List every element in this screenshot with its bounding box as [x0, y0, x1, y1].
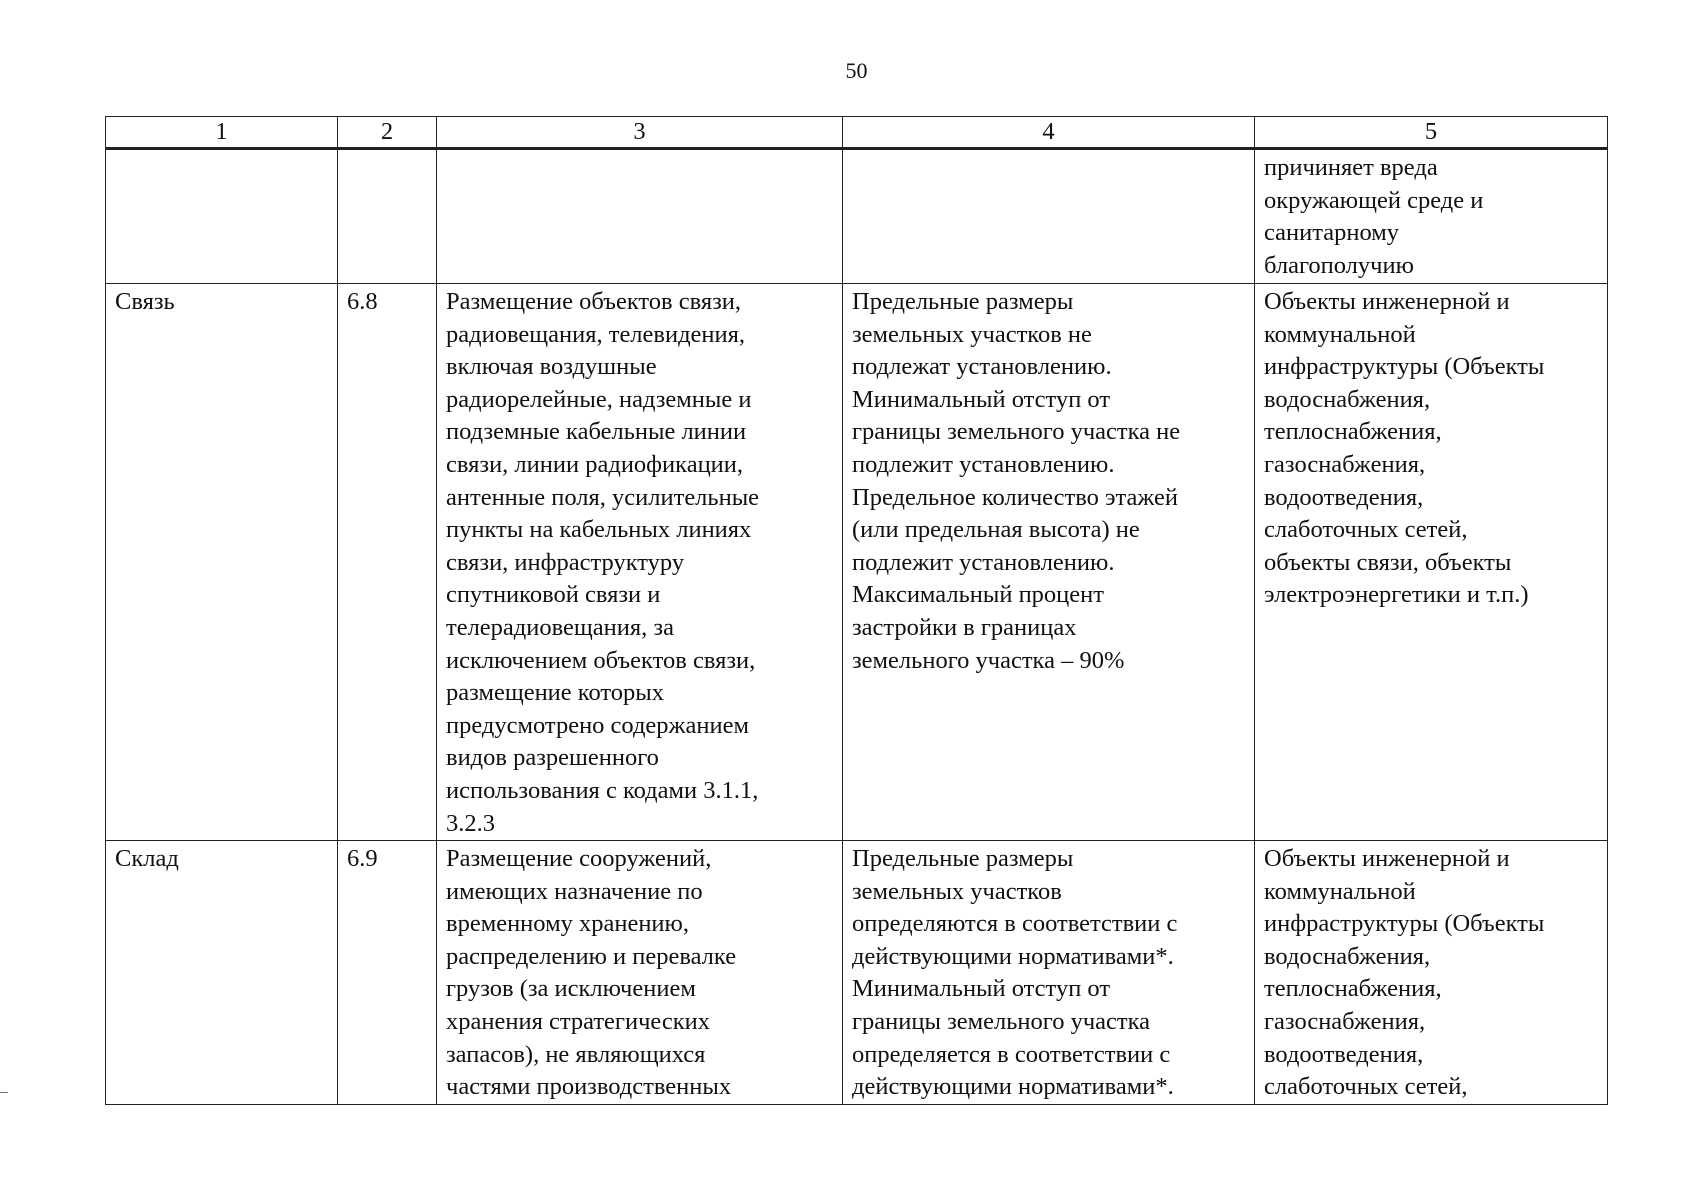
cell-use-code [338, 149, 437, 284]
cell-related-objects: причиняет вреда окружающей среде и санитарному благополучию [1255, 149, 1608, 284]
cell-parameters [843, 149, 1255, 284]
cell-use-code: 6.8 [338, 284, 437, 841]
column-header-4: 4 [843, 117, 1255, 149]
scan-margin-mark [0, 1092, 8, 1093]
zoning-regulations-table [105, 116, 1608, 1105]
cell-parameters: Предельные размеры земельных участков не подлежат установлению. Минимальный отступ от границы земельного участка не подлежит установлению. Предельное количество этажей (или предельная высота) не подлежит установлению. Максимальный процент застройки в границах земельного участка – 90% [843, 284, 1255, 841]
table-row-continuation [106, 149, 1608, 284]
cell-use-description [437, 149, 843, 284]
cell-use-name [106, 149, 338, 284]
cell-related-objects: Объекты инженерной и коммунальной инфраструктуры (Объекты водоснабжения, теплоснабжения, газоснабжения, водоотведения, слаботочных сетей, объекты связи, объекты электроэнергетики и т.п.) [1255, 284, 1608, 841]
table-header-row [106, 117, 1608, 149]
cell-use-name: Связь [106, 284, 338, 841]
cell-parameters: Предельные размеры земельных участков определяются в соответствии с действующими нормативами*. Минимальный отступ от границы земельного участка определяется в соответствии с действующими нормативами*. [843, 841, 1255, 1105]
cell-use-code: 6.9 [338, 841, 437, 1105]
column-header-3: 3 [437, 117, 843, 149]
column-header-1: 1 [106, 117, 338, 149]
cell-related-objects: Объекты инженерной и коммунальной инфраструктуры (Объекты водоснабжения, теплоснабжения, газоснабжения, водоотведения, слаботочных сетей, [1255, 841, 1608, 1105]
table-row-sklad [106, 841, 1608, 1105]
page-number: 50 [845, 58, 868, 83]
column-header-5: 5 [1255, 117, 1608, 149]
table-row-svyaz [106, 284, 1608, 841]
cell-use-description: Размещение сооружений, имеющих назначение по временному хранению, распределению и перевалке грузов (за исключением хранения стратегических запасов), не являющихся частями производственных [437, 841, 843, 1105]
cell-use-name: Склад [106, 841, 338, 1105]
cell-use-description: Размещение объектов связи, радиовещания, телевидения, включая воздушные радиорелейные, надземные и подземные кабельные линии связи, линии радиофикации, антенные поля, усилительные пункты на кабельных линиях связи, инфраструктуру спутниковой связи и телерадиовещания, за исключением объектов связи, размещение которых предусмотрено содержанием видов разрешенного использования с кодами 3.1.1, 3.2.3 [437, 284, 843, 841]
column-header-2: 2 [338, 117, 437, 149]
